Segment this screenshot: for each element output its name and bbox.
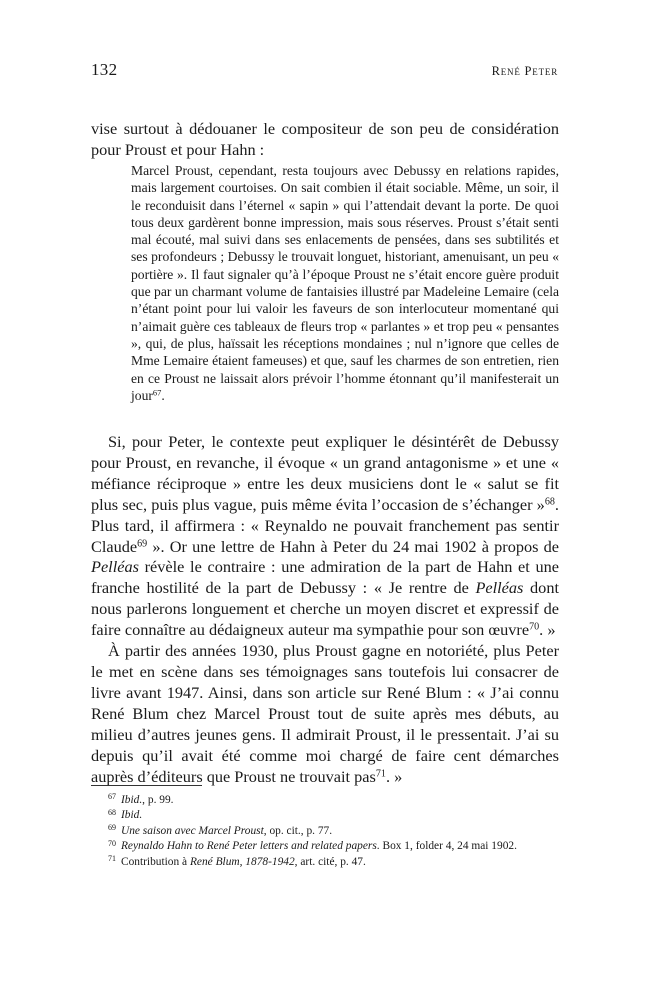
footnote-italic: René Blum, 1878-1942 [189, 855, 295, 868]
title-pelleas-1: Pelléas [91, 557, 139, 577]
para1-c: ». Or une lettre de Hahn à Peter du 24 mai 1902 à propos de [147, 536, 559, 556]
title-pelleas-2: Pelléas [475, 578, 524, 598]
para1-a: Si, pour Peter, le contexte peut expliquer le désintérêt de Debussy pour Proust, en revanche, il évoque « un grand antagonisme » et une « méfiance réciproque » entre les deux musiciens dont le « salut se fit plus sec, puis plus vague, puis même évita l’occasion de s’échanger » [91, 432, 559, 514]
footnotes [91, 793, 559, 870]
quote-text: Marcel Proust, cependant, resta toujours avec Debussy en relations rapides, mais largement courtoises. On sait combien il était sociable. Même, un soir, il le reconduisit dans l’éternel « sapin » qui l’attendait devant la porte. De quoi tous deux gardèrent bonne impression, mais sous réserves. Proust s’était senti mal écouté, mal suivi dans ses enlacements de pensées, dans ses subtilités et ses profondeurs ; Debussy le trouvait longuet, historiant, amenuisant, un peu « portière ». Il faut signaler qu’à l’époque Proust ne s’était encore guère produit que par un charmant volume de fantaisies illustré par Madeleine Lemaire (cela n’étant point pour lui valoir les faveurs de son interlocuteur momentané qui n’aimait guère ces tableaux de fleurs trop « parlantes » et trop peu « pensantes », qui, de plus, haïssait les réceptions mondaines ; nul n’ignore que celles de Mme Lemaire étaient fameuses) et que, sauf les charmes de son entretien, rien en ce Proust ne laissait alors prévoir l’homme étonnant qu’il manifesterait un jour [131, 163, 559, 403]
footnote-italic: Une saison avec Marcel Proust [120, 824, 264, 837]
intro-text: vise surtout à dédouaner le compositeur de son peu de considération pour Proust et pour Hahn : [91, 119, 559, 159]
footnote-70 [91, 839, 559, 854]
footnote-ref-67[interactable]: 67 [152, 387, 162, 398]
para1-b: . Plus tard, il affirmera : « Reynaldo ne pouvait franchement pas sentir Claude [91, 494, 559, 556]
block-quote [131, 162, 559, 404]
footnote-number: 68 [108, 807, 116, 817]
footnote-67 [91, 793, 559, 808]
quote-paragraph: Marcel Proust, cependant, resta toujours avec Debussy en relations rapides, mais largement courtoises. On sait combien il était sociable. Même, un soir, il le reconduisit dans l’éternel « sapin » qui l’attendait devant la porte. De quoi tous deux gardèrent bonne impression, mais sous réserves. Proust s’était senti mal écouté, mal suivi dans ses enlacements de pensées, dans ses subtilités et ses profondeurs ; Debussy le trouvait longuet, historiant, amenuisant, un peu « portière ». Il faut signaler qu’à l’époque Proust ne s’était encore guère produit que par un charmant volume de fantaisies illustré par Madeleine Lemaire (cela n’étant point pour lui valoir les faveurs de son interlocuteur momentané qui n’aimait guère ces tableaux de fleurs trop « parlantes » et trop peu « pensantes », qui, de plus, haïssait les réceptions mondaines ; nul n’ignore que celles de Mme Lemaire étaient fameuses) et que, sauf les charmes de son entretien, rien en ce Proust ne laissait alors prévoir l’homme étonnant qu’il manifesterait un jour$^{67}$. [131, 163, 559, 403]
footnote-68 [91, 808, 559, 823]
footnote-text: , art. cité, p. 47. [294, 855, 366, 868]
footnote-italic: Ibid. [120, 809, 143, 822]
footnote-69 [91, 824, 559, 839]
footnote-71 [91, 855, 559, 870]
para2-a: À partir des années 1930, plus Proust gagne en notoriété, plus Peter le met en scène dans ses témoignages sans toutefois lui consacrer de livre avant 1947. Ainsi, dans son article sur René Blum : « J’ai connu René Blum chez Marcel Proust tout de suite après mes débuts, au milieu d’autres jeunes gens. Il admirait Proust, il le pressentait. J’ai su depuis qu’il avait été comme moi chargé de faire cent démarches auprès d’éditeurs que Proust ne trouvait pas [91, 641, 559, 786]
footnote-ref-68[interactable]: 68 [544, 496, 555, 508]
intro-paragraph [91, 119, 559, 161]
page-number: 132 [91, 60, 118, 79]
body-paragraph-2 [91, 641, 559, 787]
running-head: René Peter [491, 64, 558, 78]
footnote-separator [91, 785, 202, 786]
para1-d: révèle le contraire : une admiration de la part de Hahn et une franche hostilité de la part de Debussy : « Je rentre de [91, 557, 559, 598]
para2-b: . » [385, 766, 403, 786]
para1-e: dont nous parlerons longuement et cherche un moyen discret et expressif de faire connaître au dédaigneux auteur ma sympathie pour son œuvre [91, 578, 559, 640]
footnote-italic: Reynaldo Hahn to René Peter letters and related papers [120, 840, 377, 853]
footnote-ref-71[interactable]: 71 [375, 767, 386, 779]
footnote-italic: Ibid. [120, 794, 143, 806]
footnote-number: 70 [108, 838, 116, 848]
footnote-ref-69[interactable]: 69 [137, 537, 148, 549]
footnote-text: , p. 99. [142, 794, 174, 806]
footnote-ref-70[interactable]: 70 [529, 621, 540, 633]
footnote-text: , op. cit., p. 77. [263, 824, 333, 837]
main-text [91, 432, 559, 787]
footnote-prefix: Contribution à [120, 855, 190, 868]
footnote-number: 71 [108, 854, 116, 864]
para1-f: . » [539, 620, 556, 640]
body-paragraph-1 [91, 432, 559, 641]
footnote-text: . Box 1, folder 4, 24 mai 1902. [376, 840, 517, 853]
footnote-number: 67 [108, 792, 116, 802]
footnote-number: 69 [108, 823, 116, 833]
